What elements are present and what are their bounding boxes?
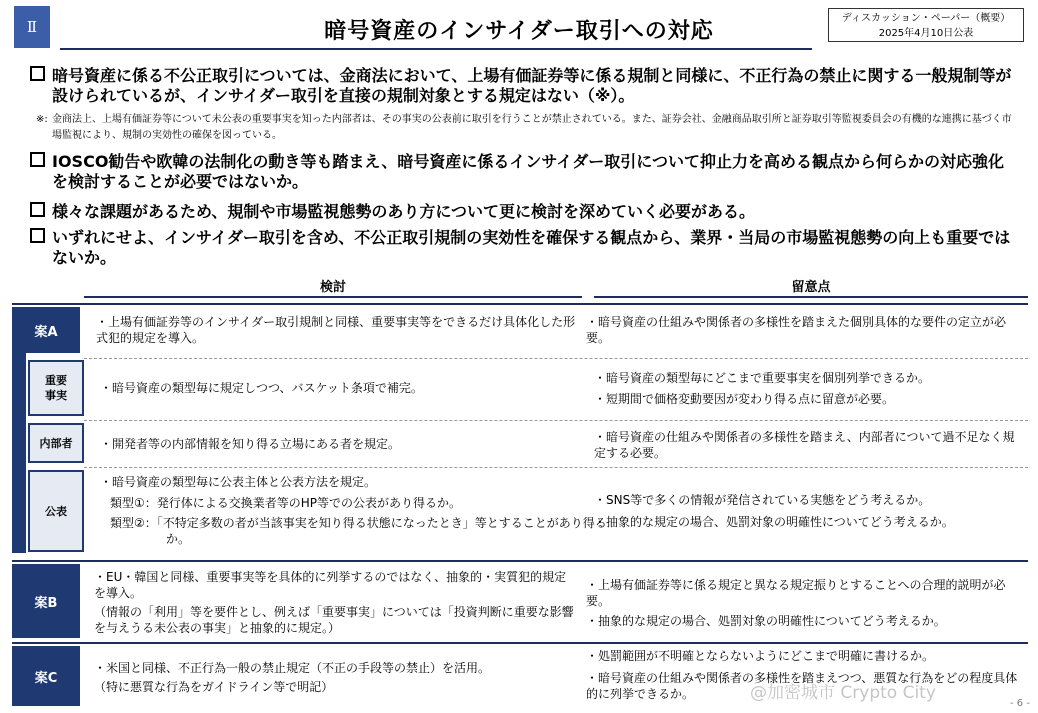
an-b-ryuiten-1: ・上場有価証券等に係る規定と異なる規定振りとすることへの合理的説明が必要。: [586, 578, 1006, 608]
row-label-an-c: 案C: [12, 646, 80, 706]
checkbox-bullet-icon: [30, 152, 45, 167]
an-c-ryuiten-2: ・暗号資産の仕組みや関係者の多様性を踏まえつつ、悪質な行為をどの程度具体的に列挙できるか。: [586, 671, 1018, 701]
juyo-ryuiten-2: ・短期間で価格変動要因が変わり得る点に留意が必要。: [594, 392, 895, 406]
bullet-text: 様々な課題があるため、規制や市場監視態勢のあり方について更に検討を深めていく必要がある。: [52, 202, 756, 221]
an-b-kento-2: （情報の「利用」等を要件とし、例えば「重要事実」については「投資判断に重要な影響を与えうる未公表の事実」と抽象的に規定。）: [94, 605, 574, 635]
sub-label-kohyo: 公表: [28, 470, 84, 552]
row-divider: [84, 467, 1028, 468]
section-number-badge: Ⅱ: [14, 6, 50, 48]
document-type: ディスカッション・ペーパー（概要）: [841, 13, 1011, 24]
footnote-text: 金商法上、上場有価証券等について未公表の重要事実を知った内部者は、その事実の公表前に取引を行うことが禁止されている。また、証券会社、金融商品取引所と証券取引等監視委員会の有機的な連携に基づく市場監視により、規制の実効性の確保を図っている。: [52, 114, 1012, 141]
row-separator: [12, 303, 1028, 305]
an-b-ryuiten-2: ・抽象的な規定の場合、処罰対象の明確性についてどう考えるか。: [586, 614, 946, 628]
juyo-ryuiten-1: ・暗号資産の類型毎にどこまで重要事実を個別列挙できるか。: [594, 371, 931, 385]
an-c-kento-1: ・米国と同様、不正行為一般の禁止規定（不正の手段等の禁止）を活用。: [94, 661, 491, 675]
document-date: 2025年4月10日公表: [878, 28, 974, 39]
kohyo-kento: ・暗号資産の類型毎に公表主体と公表方法を規定。: [100, 475, 377, 489]
column-header-line: [594, 296, 1028, 298]
column-header-kento: 検討: [319, 280, 346, 295]
bullet-item: [30, 66, 1020, 105]
bullet-text: いずれにせよ、インサイダー取引を含め、不公正取引規制の実効性を確保する観点から、業界・当局の市場監視態勢の向上も重要ではないか。: [52, 228, 1011, 267]
bullet-item: [30, 202, 1020, 222]
row-separator: [12, 642, 1028, 644]
row-label-an-b: 案B: [12, 564, 80, 638]
column-header-ryuiten: 留意点: [791, 280, 831, 295]
bullet-item: [30, 228, 1020, 267]
page-title: 暗号資産のインサイダー取引への対応: [324, 19, 714, 44]
page-number: - 6 -: [1010, 698, 1030, 709]
footnote: [36, 112, 1021, 141]
footnote-mark: ※:: [36, 114, 48, 125]
column-header-line: [84, 296, 582, 298]
juyo-kento: ・暗号資産の類型毎に規定しつつ、バスケット条項で補完。: [100, 381, 423, 395]
row-label-an-a-extension: [12, 353, 26, 553]
kohyo-ruikei-1: 類型①：発行体による交換業者等のHP等での公表があり得るか。: [110, 496, 462, 510]
checkbox-bullet-icon: [30, 66, 45, 81]
title-underline: [60, 48, 812, 50]
checkbox-bullet-icon: [30, 228, 45, 243]
watermark: @加密城市 Crypto City: [750, 683, 936, 703]
an-b-kento-1: ・EU・韓国と同様、重要事実等を具体的に列挙するのではなく、抽象的・実質犯的規定を導入。: [94, 570, 567, 600]
bullet-text: 暗号資産に係る不公正取引については、金商法において、上場有価証券等に係る規制と同様に、不正行為の禁止に関する一般規制等が設けられているが、インサイダー取引を直接の規制対象とする規定はない（※）。: [52, 66, 1012, 105]
an-a-kento: ・上場有価証券等のインサイダー取引規制と同様、重要事実等をできるだけ具体化した形式犯的規定を導入。: [96, 315, 576, 345]
row-divider: [84, 420, 1028, 421]
kohyo-ruikei-2: 類型②：「不特定多数の者が当該事実を知り得る状態になったとき」等とすることがあり得るか。: [110, 516, 607, 546]
an-c-kento-2: （特に悪質な行為をガイドライン等で明記）: [94, 680, 334, 694]
an-a-ryuiten: ・暗号資産の仕組みや関係者の多様性を踏まえた個別具体的な要件の定立が必要。: [586, 315, 1007, 345]
row-separator: [12, 560, 1028, 562]
bullet-item: [30, 152, 1020, 191]
naibu-ryuiten: ・暗号資産の仕組みや関係者の多様性を踏まえ、内部者について過不足なく規定する必要。: [594, 430, 1015, 460]
an-c-ryuiten-1: ・処罰範囲が不明確とならないようにどこまで明確に書けるか。: [586, 649, 935, 663]
naibu-kento: ・開発者等の内部情報を知り得る立場にある者を規定。: [100, 437, 401, 451]
kohyo-ryuiten-1: ・SNS等で多くの情報が発信されている実態をどう考えるか。: [594, 493, 931, 507]
kohyo-ryuiten-2: ・抽象的な規定の場合、処罰対象の明確性についてどう考えるか。: [594, 515, 954, 529]
row-divider: [84, 358, 1028, 359]
document-info-box: [828, 8, 1024, 42]
sub-label-naibusha: 内部者: [28, 423, 84, 463]
row-label-an-a: 案A: [12, 307, 80, 353]
sub-label-juyo-jijitsu: 重要 事実: [28, 360, 84, 416]
bullet-text: IOSCO勧告や欧韓の法制化の動き等も踏まえ、暗号資産に係るインサイダー取引について抑止力を高める観点から何らかの対応強化を検討することが必要ではないか。: [52, 152, 1004, 191]
checkbox-bullet-icon: [30, 202, 45, 217]
